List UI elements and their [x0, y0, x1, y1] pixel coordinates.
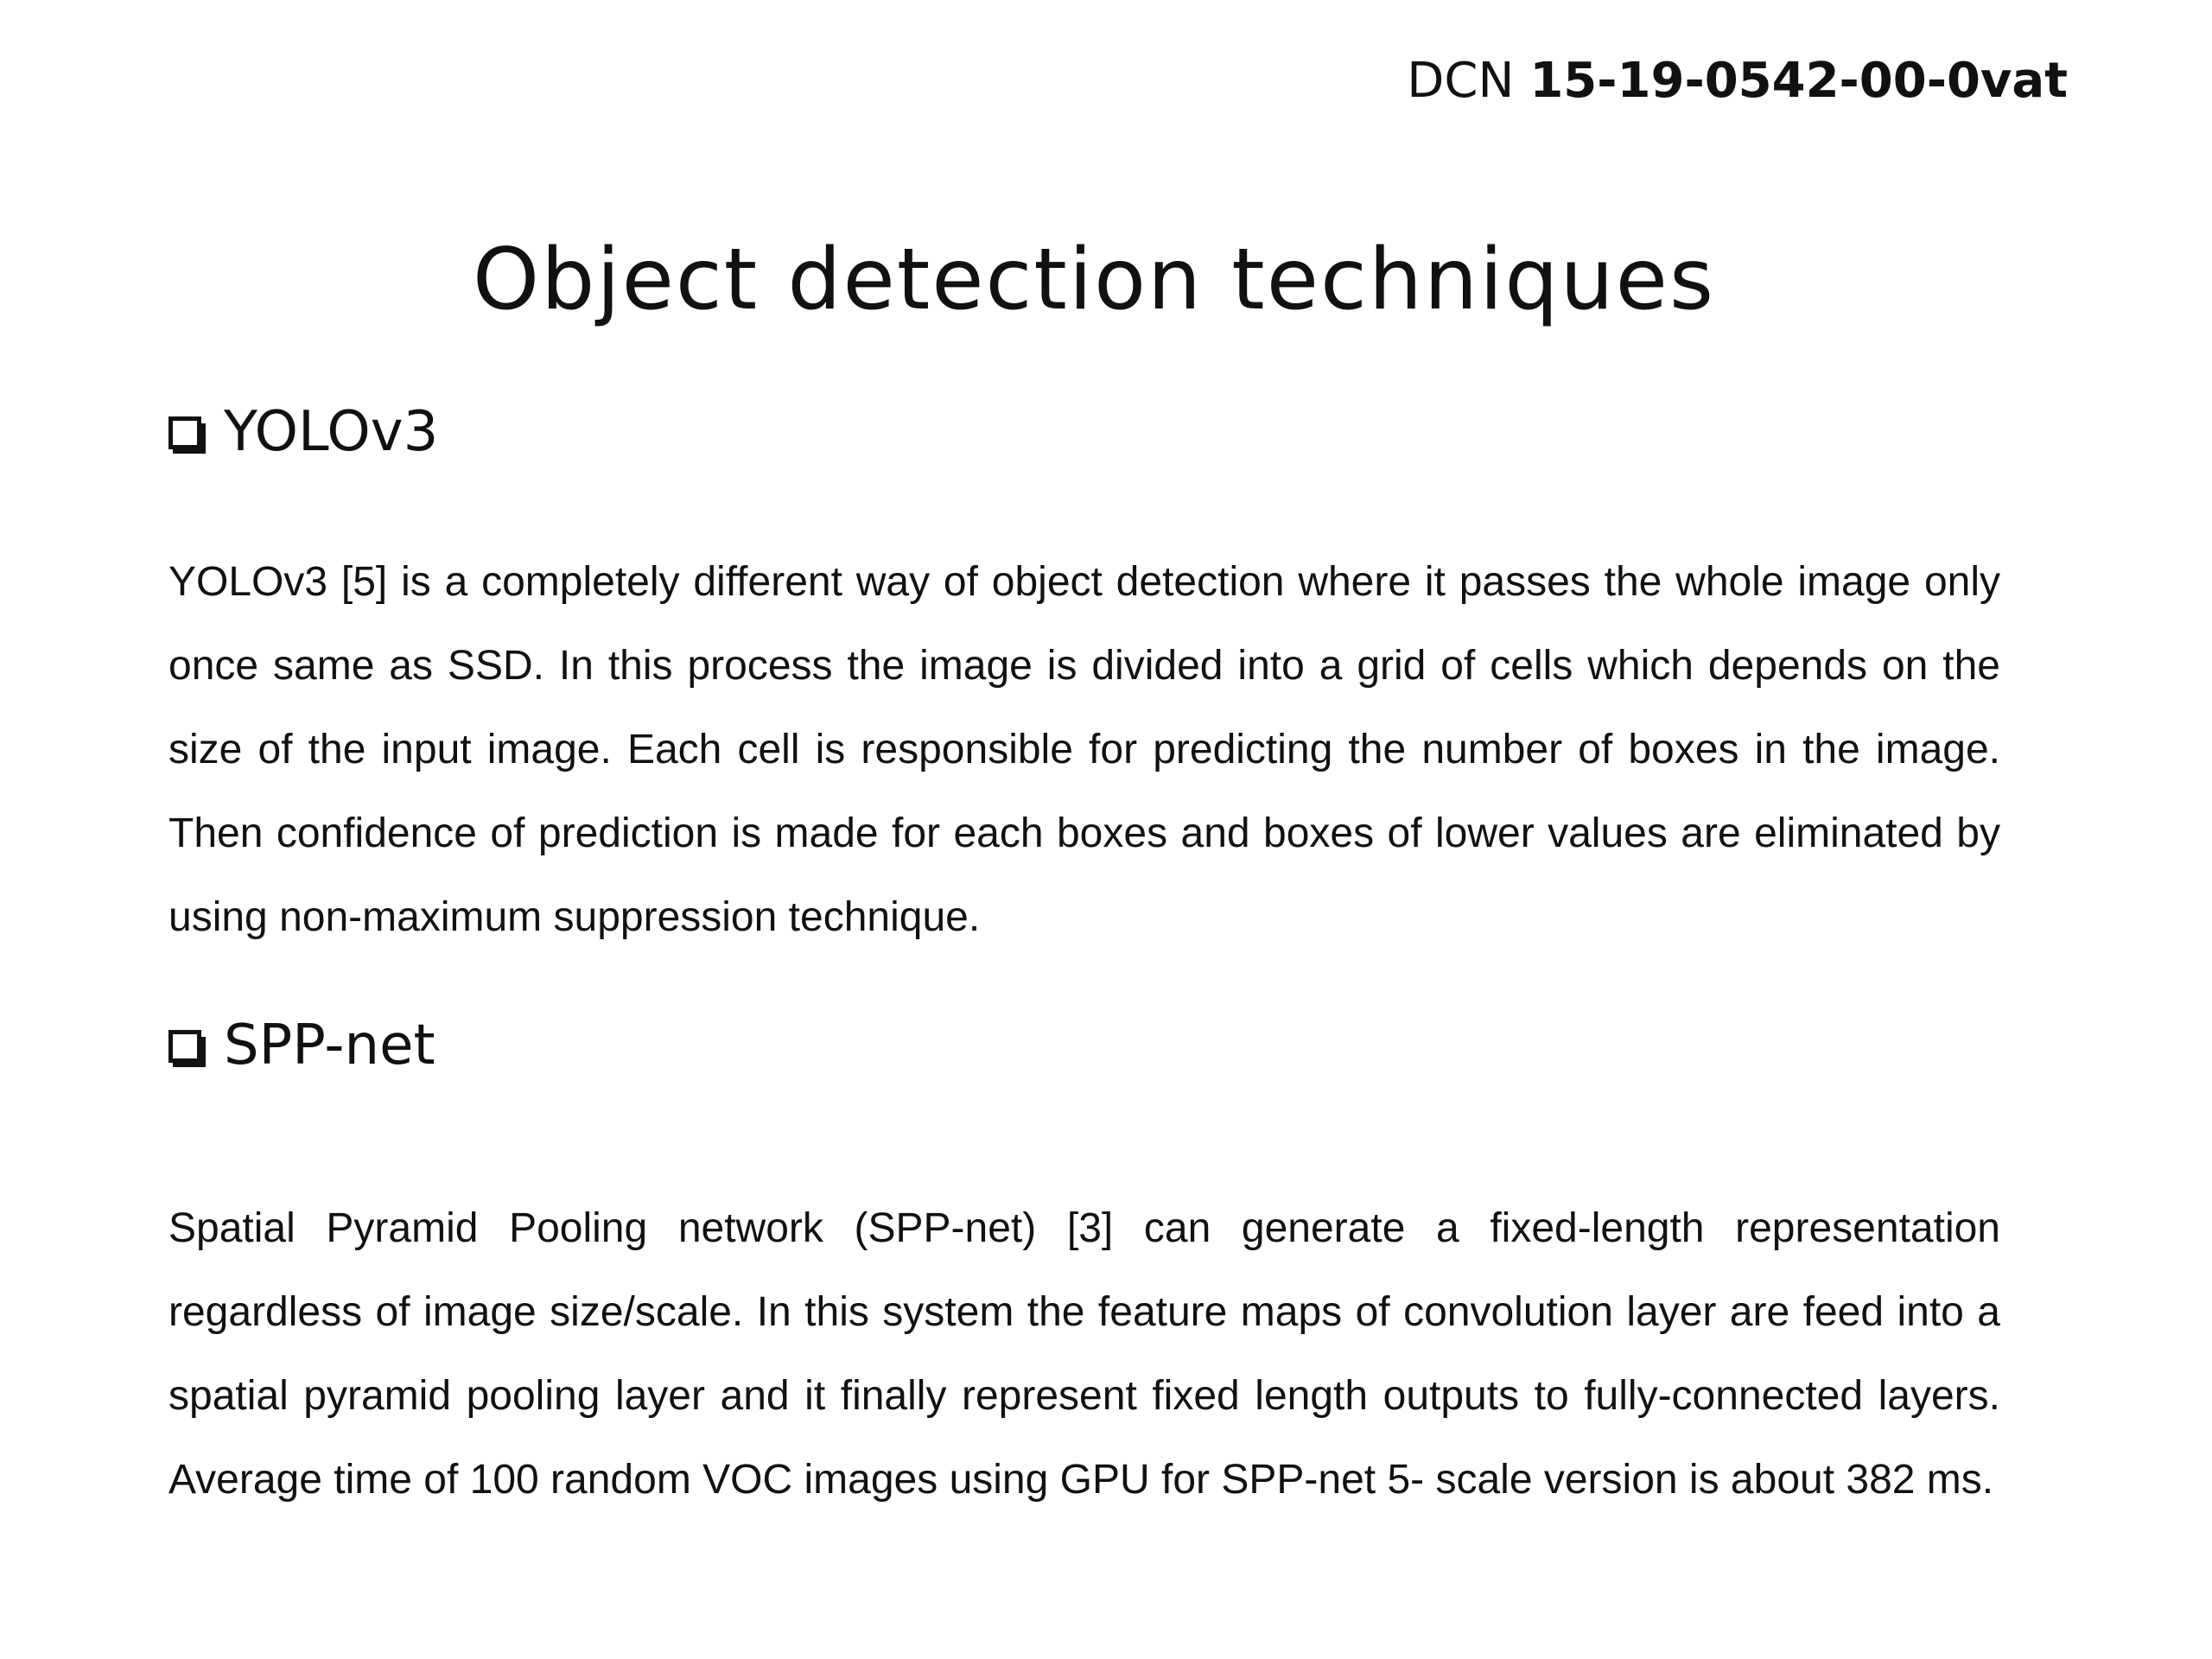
- dcn-number: 15-19-0542-00-0vat: [1529, 53, 2068, 109]
- dcn-prefix: DCN: [1407, 53, 1515, 109]
- document-control-number: [1407, 50, 2068, 112]
- checkbox-icon: [168, 416, 201, 449]
- spp-net-description: Spatial Pyramid Pooling network (SPP-net) [3] can generate a fixed-length representation regardless of image size/scale. In this system the feature maps of convolution layer are feed into a spatial pyramid pooling layer and it finally represent fixed length outputs to fully-connected layers. Average time of 100 random VOC images using GPU for SPP-net 5- scale version is about 382 ms.: [168, 1205, 2000, 1503]
- yolov3-heading: [168, 397, 438, 467]
- page-title: Object detection techniques: [473, 230, 1716, 329]
- spp-net-heading: [168, 1011, 435, 1080]
- spp-net-heading-label: SPP-net: [224, 1014, 435, 1077]
- yolov3-heading-label: YOLOv3: [224, 400, 439, 464]
- yolov3-description: YOLOv3 [5] is a completely different way of object detection where it passes the whole image only once same as SSD. In this process the image is divided into a grid of cells which depends on the size of the input image. Each cell is responsible for predicting the number of boxes in the image. Then confidence of prediction is made for each boxes and boxes of lower values are eliminated by using non-maximum suppression technique.: [168, 559, 2000, 940]
- checkbox-icon: [168, 1030, 201, 1063]
